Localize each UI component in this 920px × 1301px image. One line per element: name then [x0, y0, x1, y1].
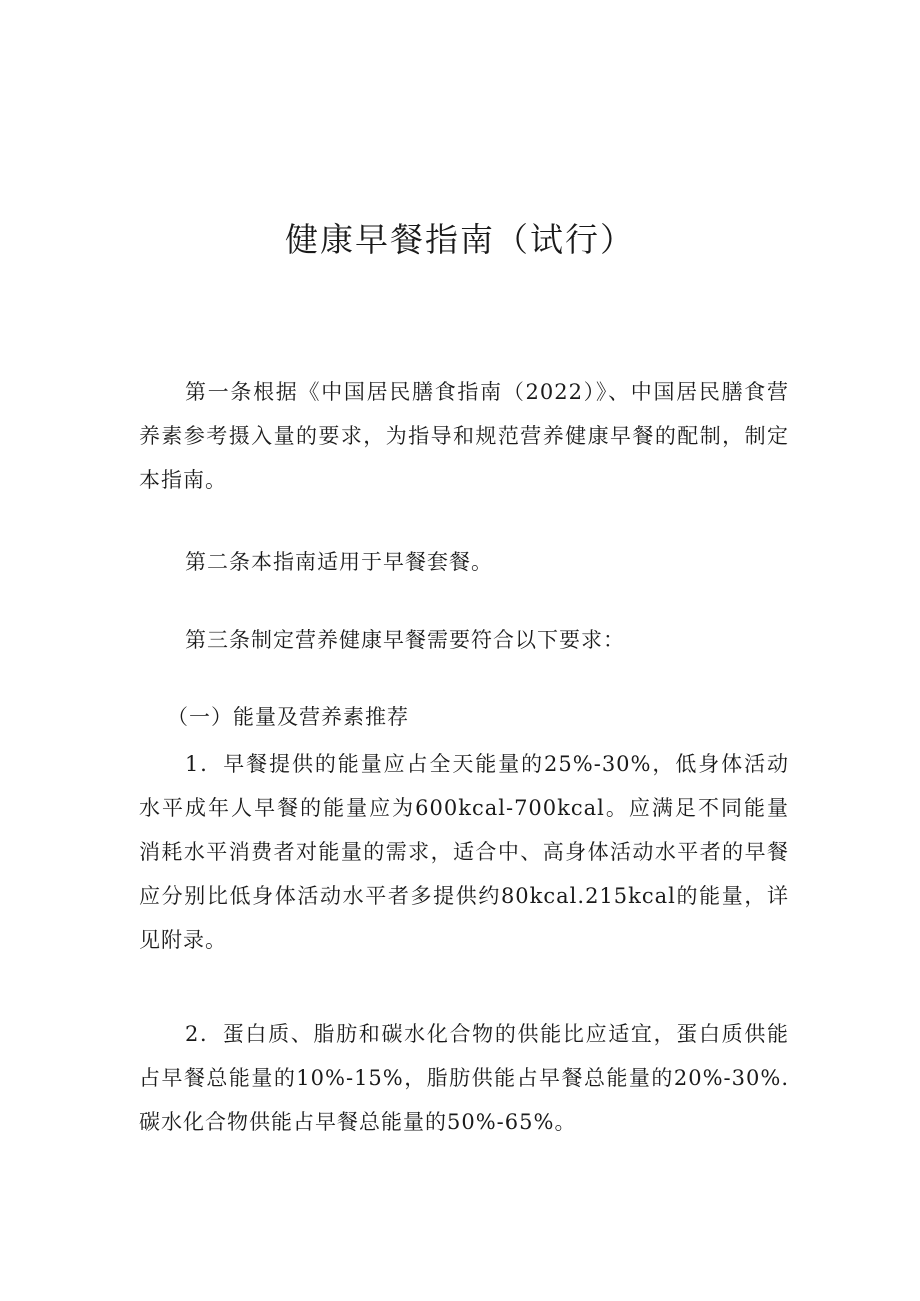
- document-title: 健康早餐指南（试行）: [285, 220, 635, 259]
- item-1-paragraph: 1．早餐提供的能量应占全天能量的25%-30%，低身体活动水平成年人早餐的能量应为600kcal-700kcal。应满足不同能量消耗水平消费者对能量的需求，适合中、高身体活动水平者的早餐应分别比低身体活动水平者多提供约80kcal.215kcal的能量，详见附录。: [139, 752, 789, 952]
- item-2-paragraph: 2．蛋白质、脂肪和碳水化合物的供能比应适宜，蛋白质供能占早餐总能量的10%-15%，脂肪供能占早餐总能量的20%-30%.碳水化合物供能占早餐总能量的50%-65%。: [139, 1022, 789, 1134]
- article-3-paragraph: 第三条制定营养健康早餐需要符合以下要求：: [185, 628, 625, 652]
- section-1-heading: （一）能量及营养素推荐: [167, 705, 409, 729]
- article-2-paragraph: 第二条本指南适用于早餐套餐。: [185, 550, 493, 574]
- article-1-paragraph: 第一条根据《中国居民膳食指南（2022）》、中国居民膳食营养素参考摄入量的要求，为指导和规范营养健康早餐的配制，制定本指南。: [139, 380, 789, 492]
